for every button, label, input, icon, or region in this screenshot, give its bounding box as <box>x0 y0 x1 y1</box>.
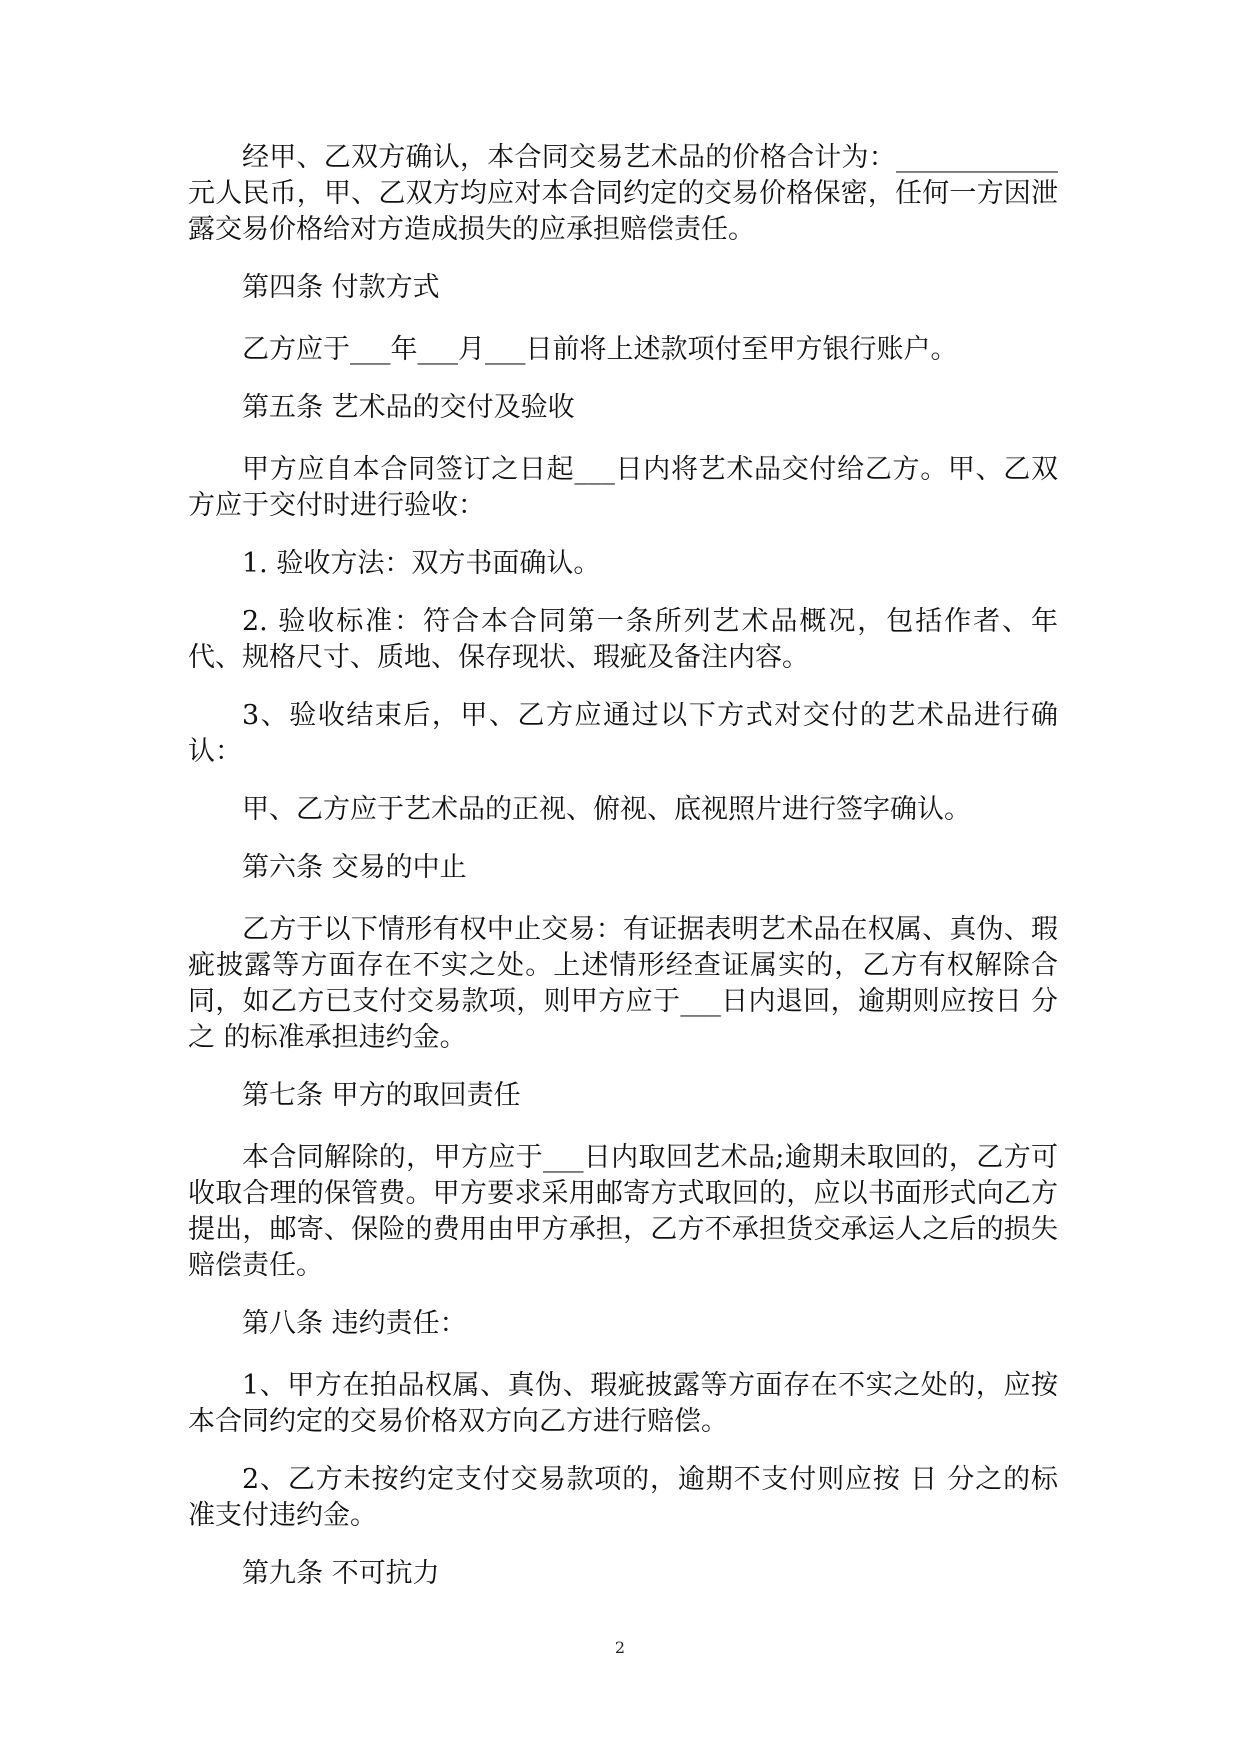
paragraph-acceptance-method: 1. 验收方法：双方书面确认。 <box>242 548 601 579</box>
document-body <box>188 140 1058 1618</box>
paragraph-delivery-terms: 甲方应自本合同签订之日起___日内将艺术品交付给乙方。甲、乙双方应于交付时进行验收： <box>188 454 1058 521</box>
paragraph-photo-signature: 甲、乙方应于艺术品的正视、俯视、底视照片进行签字确认。 <box>242 794 971 825</box>
heading-article-6-suspension: 第六条 交易的中止 <box>242 852 467 883</box>
page-number: 2 <box>614 1638 626 1657</box>
paragraph-suspension-terms: 乙方于以下情形有权中止交易：有证据表明艺术品在权属、真伪、瑕疵披露等方面存在不实之处。上述情形经查证属实的，乙方有权解除合同，如乙方已支付交易款项，则甲方应于___日内退回，逾期则应按日 分之 的标准承担违约金。 <box>188 914 1058 1053</box>
paragraph-liability-party-b: 2、乙方未按约定支付交易款项的，逾期不支付则应按 日 分之的标准支付违约金。 <box>188 1464 1058 1531</box>
heading-article-9-force-majeure: 第九条 不可抗力 <box>242 1558 440 1589</box>
paragraph-payment-date: 乙方应于___年___月___日前将上述款项付至甲方银行账户。 <box>242 334 958 365</box>
heading-article-8-liability: 第八条 违约责任： <box>242 1308 467 1339</box>
heading-article-4-payment: 第四条 付款方式 <box>242 272 440 303</box>
paragraph-retrieval-terms: 本合同解除的，甲方应于___日内取回艺术品;逾期未取回的，乙方可收取合理的保管费。甲方要求采用邮寄方式取回的，应以书面形式向乙方提出，邮寄、保险的费用由甲方承担，乙方不承担货交承运人之后的损失赔偿责任。 <box>188 1142 1058 1281</box>
heading-article-5-delivery: 第五条 艺术品的交付及验收 <box>242 392 575 423</box>
paragraph-acceptance-confirmation: 3、验收结束后，甲、乙方应通过以下方式对交付的艺术品进行确认： <box>188 700 1058 767</box>
paragraph-liability-party-a: 1、甲方在拍品权属、真伪、瑕疵披露等方面存在不实之处的，应按本合同约定的交易价格双方向乙方进行赔偿。 <box>188 1370 1058 1437</box>
paragraph-acceptance-standard: 2. 验收标准：符合本合同第一条所列艺术品概况，包括作者、年代、规格尺寸、质地、保存现状、瑕疵及备注内容。 <box>188 606 1058 673</box>
paragraph-price-confirmation: 经甲、乙双方确认，本合同交易艺术品的价格合计为：____________元人民币，甲、乙双方均应对本合同约定的交易价格保密，任何一方因泄露交易价格给对方造成损失的应承担赔偿责任。 <box>188 142 1058 245</box>
heading-article-7-retrieval: 第七条 甲方的取回责任 <box>242 1080 521 1111</box>
